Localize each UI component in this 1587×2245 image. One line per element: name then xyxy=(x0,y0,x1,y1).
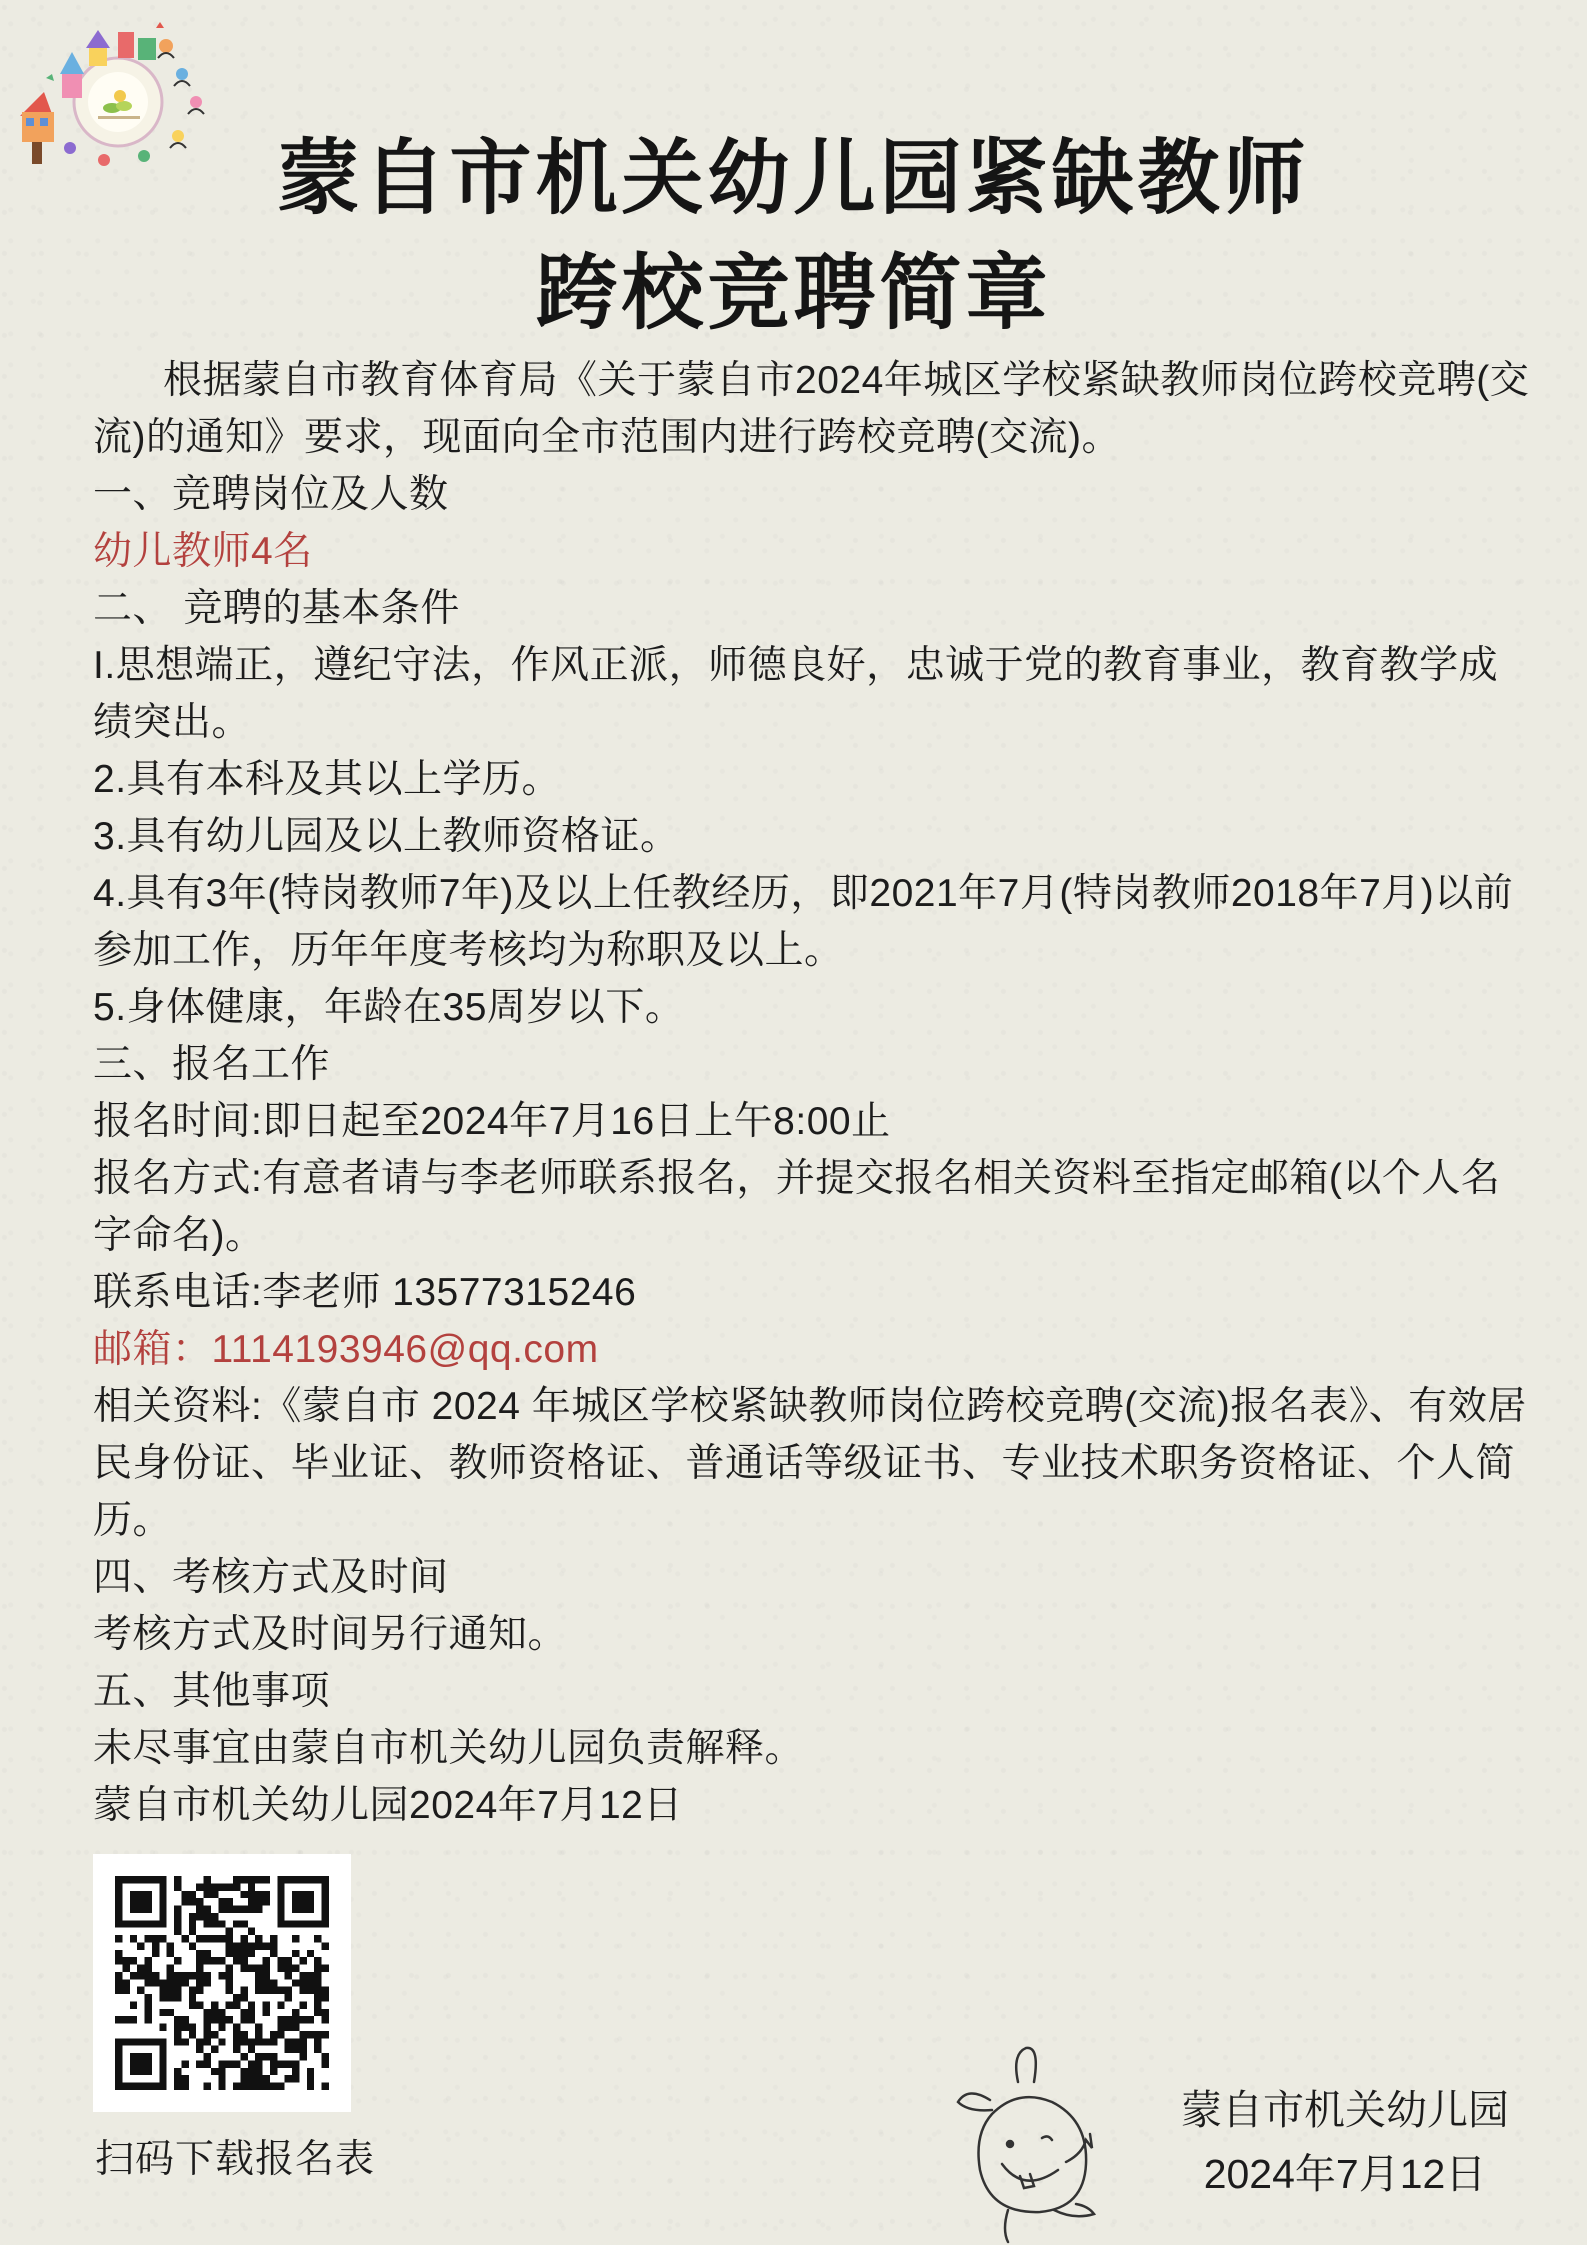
other-text: 未尽事宜由蒙自市机关幼儿园负责解释。 xyxy=(93,1727,805,1770)
contact-email: 邮箱：1114193946@qq.com xyxy=(93,1328,599,1371)
required-materials: 相关资料:《蒙自市 2024 年城区学校紧缺教师岗位跨校竞聘(交流)报名表》、有效居民身份证、毕业证、教师资格证、普通话等级证书、专业技术职务资格证、个人简历。 xyxy=(93,1385,1527,1542)
condition-item: 5.身体健康，年龄在35周岁以下。 xyxy=(93,986,685,1029)
qr-code-icon[interactable] xyxy=(115,1876,329,2090)
condition-item: 2.具有本科及其以上学历。 xyxy=(93,758,562,801)
section-heading-conditions: 二、 竞聘的基本条件 xyxy=(93,587,460,630)
page-subtitle: 跨校竞聘简章 xyxy=(535,245,1052,341)
registration-method: 报名方式:有意者请与李老师联系报名，并提交报名相关资料至指定邮箱(以个人名字命名)。 xyxy=(93,1157,1501,1257)
section-heading-assessment: 四、考核方式及时间 xyxy=(93,1556,449,1599)
rabbit-mascot-icon xyxy=(944,2042,1114,2245)
condition-item: I.思想端正，遵纪守法，作风正派，师德良好，忠诚于党的教育事业，教育教学成绩突出。 xyxy=(93,644,1499,744)
position-count: 幼儿教师4名 xyxy=(93,530,313,573)
issuer-date-line: 蒙自市机关幼儿园2024年7月12日 xyxy=(93,1784,683,1827)
signature-block xyxy=(1150,2078,1540,2206)
contact-phone: 联系电话:李老师 13577315246 xyxy=(93,1271,637,1314)
intro-paragraph: 根据蒙自市教育体育局《关于蒙自市2024年城区学校紧缺教师岗位跨校竞聘(交流)的通知》要求，现面向全市范围内进行跨校竞聘(交流)。 xyxy=(93,359,1530,459)
section-heading-positions: 一、竞聘岗位及人数 xyxy=(93,473,449,516)
condition-item: 4.具有3年(特岗教师7年)及以上任教经历，即2021年7月(特岗教师2018年7月)以前参加工作，历年年度考核均为称职及以上。 xyxy=(93,872,1514,972)
qr-code-panel[interactable] xyxy=(93,1854,351,2112)
qr-caption: 扫码下载报名表 xyxy=(95,2138,376,2181)
section-heading-other: 五、其他事项 xyxy=(93,1670,331,1713)
section-heading-registration: 三、报名工作 xyxy=(93,1043,331,1086)
signature-org: 蒙自市机关幼儿园 xyxy=(1181,2087,1509,2133)
page-title: 蒙自市机关幼儿园紧缺教师 xyxy=(277,130,1310,226)
condition-item: 3.具有幼儿园及以上教师资格证。 xyxy=(93,815,680,858)
assessment-text: 考核方式及时间另行通知。 xyxy=(93,1613,568,1656)
registration-time: 报名时间:即日起至2024年7月16日上午8:00止 xyxy=(93,1100,891,1143)
announcement-body xyxy=(93,352,1533,1834)
signature-date: 2024年7月12日 xyxy=(1203,2151,1487,2197)
